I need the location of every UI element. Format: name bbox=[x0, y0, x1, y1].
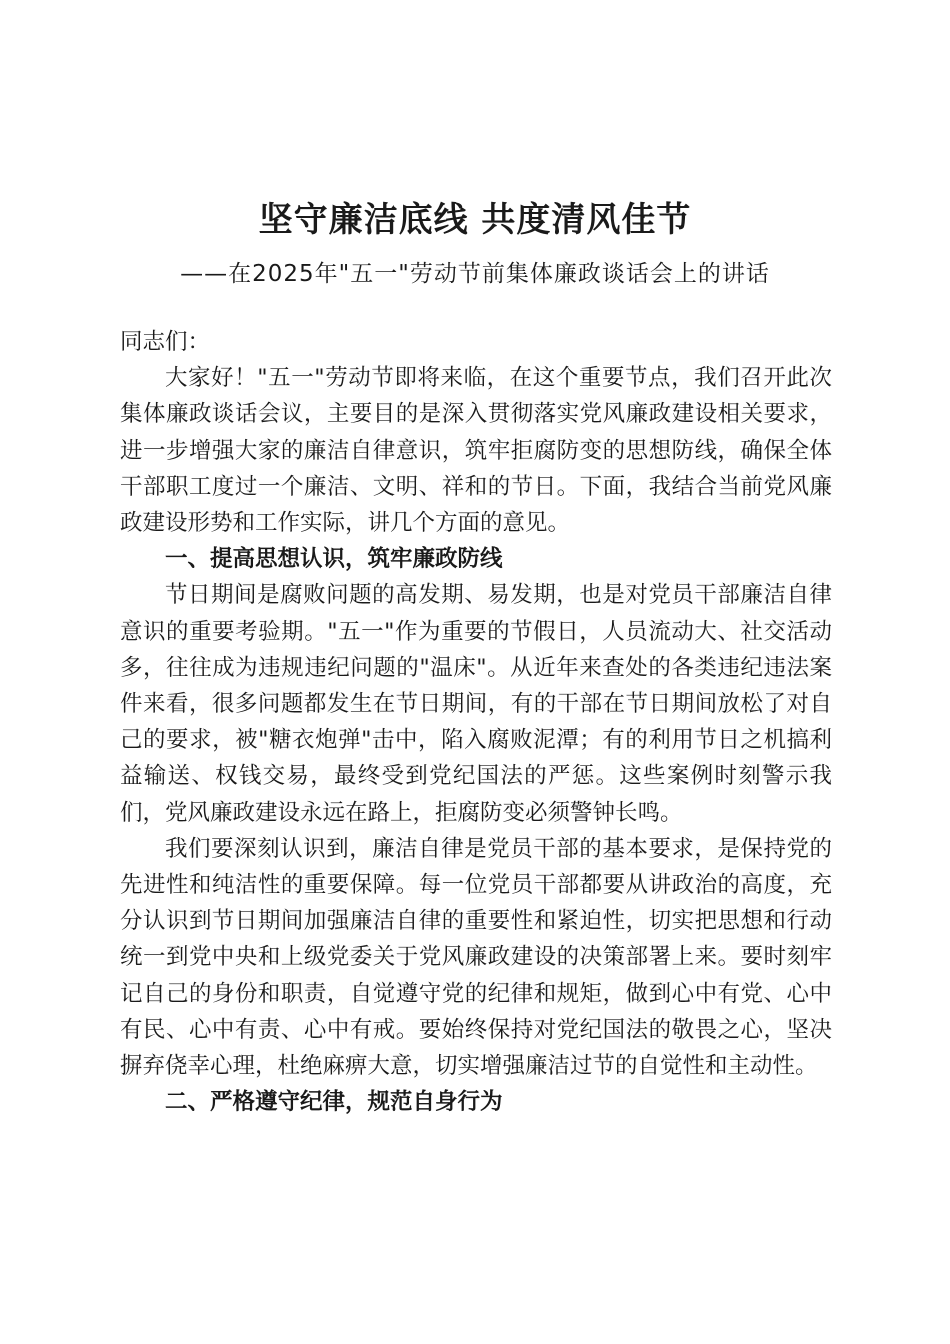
document-body bbox=[120, 324, 832, 1120]
section-heading-1: 一、提高思想认识，筑牢廉政防线 bbox=[165, 546, 503, 573]
document-subtitle: ——在2025年"五一"劳动节前集体廉政谈话会上的讲话 bbox=[180, 261, 770, 287]
salutation: 同志们： bbox=[120, 329, 211, 355]
paragraph-section1-a: 节日期间是腐败问题的高发期、易发期，也是对党员干部廉洁自律意识的重要考验期。"五一"作为重要的节假日，人员流动大、社交活动多，往往成为违规违纪问题的"温床"。从近年来查处的各类违纪违法案件来看，很多问题都发生在节日期间，有的干部在节日期间放松了对自己的要求，被"糖衣炮弹"击中，陷入腐败泥潭；有的利用节日之机搞利益输送、权钱交易，最终受到党纪国法的严惩。这些案例时刻警示我们，党风廉政建设永远在路上，拒腐防变必须警钟长鸣。 bbox=[120, 582, 832, 826]
paragraph-section1-b: 我们要深刻认识到，廉洁自律是党员干部的基本要求，是保持党的先进性和纯洁性的重要保障。每一位党员干部都要从讲政治的高度，充分认识到节日期间加强廉洁自律的重要性和紧迫性，切实把思想和行动统一到党中央和上级党委关于党风廉政建设的决策部署上来。要时刻牢记自己的身份和职责，自觉遵守党的纪律和规矩，做到心中有党、心中有民、心中有责、心中有戒。要始终保持对党纪国法的敬畏之心，坚决摒弃侥幸心理，杜绝麻痹大意，切实增强廉洁过节的自觉性和主动性。 bbox=[120, 835, 832, 1080]
document-title: 坚守廉洁底线 共度清风佳节 bbox=[258, 200, 692, 240]
section-heading-2: 二、严格遵守纪律，规范自身行为 bbox=[165, 1089, 503, 1116]
paragraph-opening: 大家好！"五一"劳动节即将来临，在这个重要节点，我们召开此次集体廉政谈话会议，主要目的是深入贯彻落实党风廉政建设相关要求，进一步增强大家的廉洁自律意识，筑牢拒腐防变的思想防线，确保全体干部职工度过一个廉洁、文明、祥和的节日。下面，我结合当前党风廉政建设形势和工作实际，讲几个方面的意见。 bbox=[120, 365, 832, 537]
